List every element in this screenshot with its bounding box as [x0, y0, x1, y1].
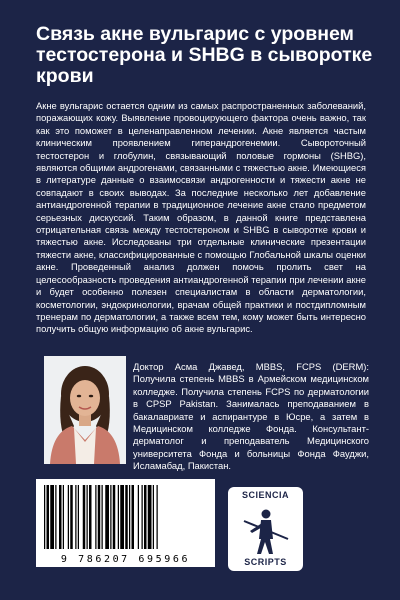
publisher-name-bottom: SCRIPTS — [244, 557, 287, 567]
publisher-logo — [228, 487, 303, 571]
barcode-bars — [36, 479, 215, 553]
author-photo — [44, 356, 126, 464]
publisher-name-top: SCIENCIA — [241, 490, 289, 500]
book-description: Акне вульгарис остается одним из самых распространенных заболеваний, поражающих кожу. Выявление провоцирующего фактора очень важно, так как это поможет в целенаправленном лечении. Акне является частым клиническим проявлением гиперандрогенемии. Сывороточный тестостерон и глобулин, связывающий половые гормоны (SHBG), являются общими андрогенами, связанными с тяжестью акне. Имеющиеся в литературе данные о взаимосвязи андрогенности и тяжести акне не совпадают в своих выводах. За последние несколько лет добавление антиандрогенной терапии в традиционное лечение акне стало предметом серьезных дискуссий. Таким образом, в данной книге представлена отрицательная связь между тестостероном и SHBG в сыворотке крови и тяжестью акне. Исследованы три отдельные клинические презентации тяжести акне, классифицированные с помощью Глобальной шкалы оценки акне. Проведенный анализ должен помочь пролить свет на целесообразность проведения антиандрогенной терапии при лечении акне и будет особенно полезен специалистам в области дерматологии, косметологии, эндокринологии, врачам общей практики и постдипломным тренерам по дерматологии, а также всем тем, кому может быть интересно получить общую информацию об акне вульгарис. — [36, 100, 366, 335]
isbn-number: 9 786207 695966 — [60, 554, 191, 565]
book-title: Связь акне вульгарис с уровнем тестостерона и SHBG в сыворотке крови — [36, 23, 373, 87]
isbn-barcode — [36, 479, 215, 567]
author-bio: Доктор Асма Джавед, MBBS, FCPS (DERM): Получила степень MBBS в Армейском медицинском колледже. Получила степень FCPS по дерматологии в CPSP Pakistan. Занималась преподаванием в бакалавриате и аспирантуре в Юсре, а затем в Медицинском колледже Фонда. Консультант-дерматолог и преподаватель Медицинского университета Фонда и больницы Фонда Фауджи, Исламабад, Пакистан. — [133, 361, 369, 472]
author-portrait-image — [44, 356, 126, 464]
